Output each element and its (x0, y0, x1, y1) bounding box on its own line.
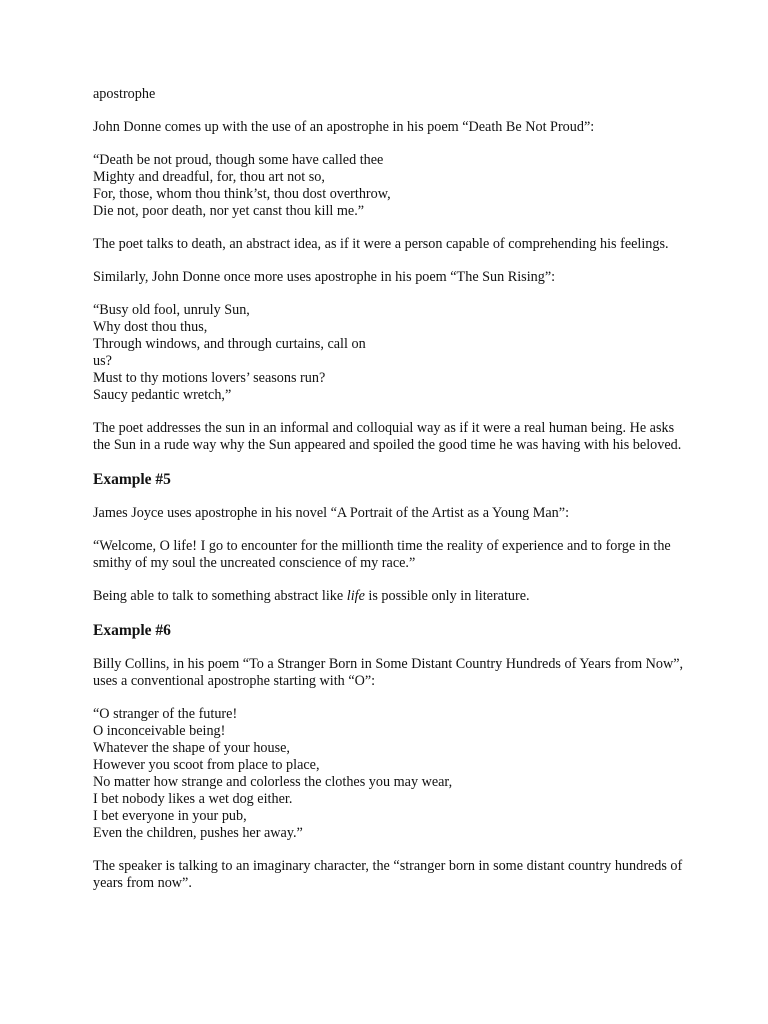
poem-line: I bet nobody likes a wet dog either. (93, 791, 293, 807)
poem-sun-rising (93, 302, 693, 404)
poem-line: Mighty and dreadful, for, thou art not so, (93, 169, 325, 185)
poem-line: “Busy old fool, unruly Sun, (93, 302, 250, 318)
poem-death-be-not-proud (93, 152, 693, 220)
poem-line: However you scoot from place to place, (93, 757, 320, 773)
paragraph-speaker-explanation: The speaker is talking to an imaginary character, the “stranger born in some distant country hundreds of years from now”. (93, 858, 683, 891)
topic-label: apostrophe (93, 86, 156, 102)
paragraph-joyce-intro: James Joyce uses apostrophe in his novel “A Portrait of the Artist as a Young Man”: (93, 505, 570, 521)
poem-line: I bet everyone in your pub, (93, 808, 247, 824)
poem-line: Whatever the shape of your house, (93, 740, 290, 756)
poem-line: O inconceivable being! (93, 723, 226, 739)
text-segment: is possible only in literature. (364, 588, 530, 604)
paragraph-abstract-life (93, 588, 693, 605)
paragraph-sun-explanation: The poet addresses the sun in an informal and colloquial way as if it were a real human being. He asks the Sun in a rude way why the Sun appeared and spoiled the good time he was having with his beloved. (93, 420, 682, 453)
heading-example-6: Example #6 (93, 622, 171, 639)
document-page (93, 86, 693, 908)
paragraph-collins-intro: Billy Collins, in his poem “To a Stranger Born in Some Distant Country Hundreds of Years from Now”, uses a conventional apostrophe starting with “O”: (93, 656, 684, 689)
poem-line: “Death be not proud, though some have called thee (93, 152, 384, 168)
poem-line: Why dost thou thus, (93, 319, 208, 335)
paragraph-sun-rising-intro: Similarly, John Donne once more uses apostrophe in his poem “The Sun Rising”: (93, 269, 556, 285)
poem-stranger (93, 706, 693, 842)
poem-line: No matter how strange and colorless the clothes you may wear, (93, 774, 453, 790)
poem-line: Even the children, pushes her away.” (93, 825, 303, 841)
poem-line: Through windows, and through curtains, call on (93, 336, 366, 352)
emphasis-life: life (346, 588, 365, 604)
poem-line: Saucy pedantic wretch,” (93, 387, 232, 403)
poem-line: “O stranger of the future! (93, 706, 238, 722)
poem-line: Must to thy motions lovers’ seasons run? (93, 370, 326, 386)
paragraph-death-explanation: The poet talks to death, an abstract idea, as if it were a person capable of comprehending his feelings. (93, 236, 669, 252)
poem-line: us? (93, 353, 112, 369)
text-segment: Being able to talk to something abstract like (93, 588, 347, 604)
paragraph-donne-intro: John Donne comes up with the use of an apostrophe in his poem “Death Be Not Proud”: (93, 119, 595, 135)
poem-line: Die not, poor death, nor yet canst thou kill me.” (93, 203, 365, 219)
heading-example-5: Example #5 (93, 471, 171, 488)
poem-line: For, those, whom thou think’st, thou dost overthrow, (93, 186, 391, 202)
quote-joyce: “Welcome, O life! I go to encounter for the millionth time the reality of experience and to forge in the smithy of my soul the uncreated conscience of my race.” (93, 538, 671, 571)
